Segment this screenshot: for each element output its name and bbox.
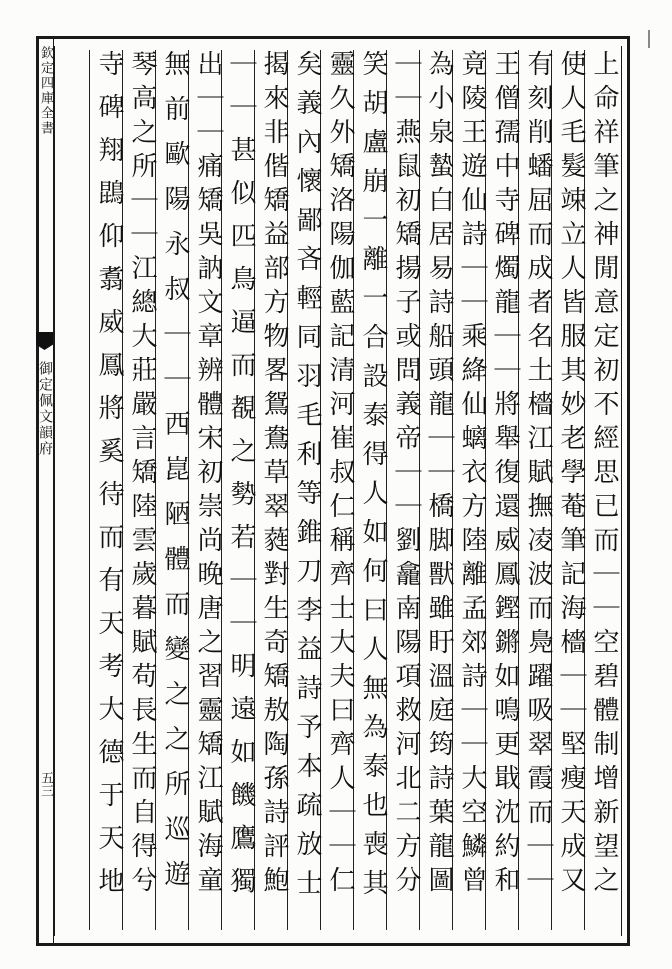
text-column-11: 揭來非偕矯益部方物畧鴛鴦草翠蕤對生奇矯敖陶孫詩評鮑 bbox=[254, 50, 292, 930]
text-column-8: 笑胡盧崩一離一合設泰得人如何曰人無為泰也喪其 bbox=[353, 50, 391, 930]
scan-mark bbox=[648, 30, 650, 48]
text-column-7: ｜｜燕鼠初矯揚子或問義帝｜｜劉龕南陽項救河北二方分 bbox=[386, 50, 424, 930]
text-column-5: 竟陵王遊仙詩｜｜乘絳仙螭衣方陸離孟郊詩｜｜大空鱗曾 bbox=[452, 50, 490, 930]
text-column-3: 有刻削蟠屈而成者名土檣江賦撫凌波而鳧躍吸翠霞而｜｜ bbox=[518, 50, 556, 930]
collection-title: 欽定四庫全書 bbox=[38, 46, 53, 136]
page-number: 五三 bbox=[38, 771, 53, 797]
text-column-6: 為小泉蟄白居易詩船頭龍｜｜橋脚獸雖盱溫庭筠詩葉龍圖 bbox=[419, 50, 457, 930]
margin-column bbox=[36, 36, 54, 946]
text-column-16: 寺碑翔鵾仰翥威鳳將奚待而有天考大德于天地 bbox=[89, 50, 127, 930]
book-title: 御定佩文韻府 bbox=[37, 361, 53, 457]
text-column-12: ｜｜甚似匹鳥逼而覩之勢若｜｜明遠如饑鷹獨 bbox=[221, 50, 259, 930]
text-column-1: 上命祥筆之神閒意定初不經思已而｜｜空碧體制增新望之 bbox=[584, 50, 622, 930]
text-column-4: 王僧孺中寺碑燭龍｜｜將舉復還威鳳鏗鏘如鳴更戢沈約和 bbox=[485, 50, 523, 930]
text-column-2: 使人毛髮竦立人皆服其妙老學菴筆記海檣｜｜堅瘦天成又 bbox=[551, 50, 589, 930]
fishtail-mark-icon bbox=[36, 332, 53, 350]
text-column-15: 琴高之所｜｜江總大莊嚴言矯陸雲歲暮賦苟長生而自得兮 bbox=[122, 50, 160, 930]
text-column-9: 靈久外矯洛陽伽藍記清河崔叔仁稱齊士大夫曰齊人｜｜仁 bbox=[320, 50, 358, 930]
text-column-10: 矣義內懷鄙吝輕同羽毛利等錐刀李益詩予本疏放士 bbox=[287, 50, 325, 930]
text-column-14: 無前歐陽永叔｜｜西崑陋體而變之之所巡遊 bbox=[155, 50, 193, 930]
text-column-13: 出｜｜痛矯吳訥文章辨體宋初崇尚晚唐之習靈矯江賦海童 bbox=[188, 50, 226, 930]
